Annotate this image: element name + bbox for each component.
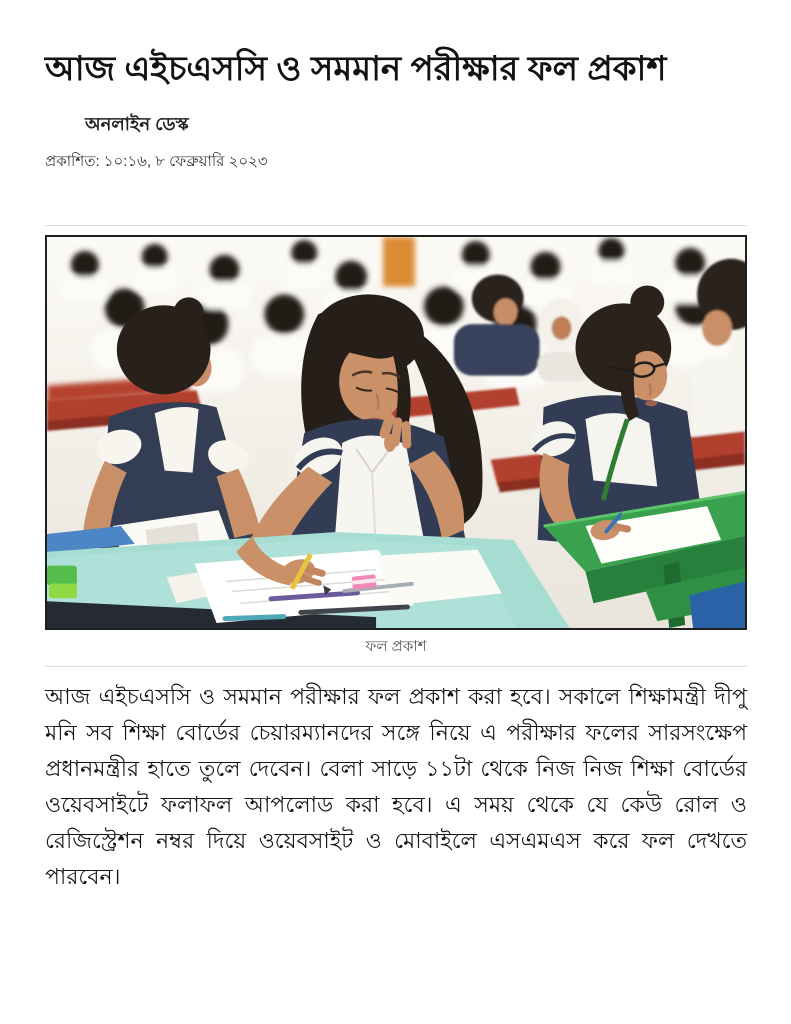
bottom-divider: [45, 666, 747, 667]
classroom-door: [383, 237, 415, 286]
article-body: আজ এইচএসসি ও সমমান পরীক্ষার ফল প্রকাশ করা হবে। সকালে শিক্ষামন্ত্রী দীপু মনি সব শিক্ষা বোর্ডের চেয়ারম্যানদের সঙ্গে নিয়ে এ পরীক্ষার ফলের সারসংক্ষেপ প্রধানমন্ত্রীর হাতে তুলে দেবেন। বেলা সাড়ে ১১টা থেকে নিজ নিজ শিক্ষা বোর্ডের ওয়েবসাইটে ফলাফল আপলোড করা হবে। এ সময় থেকে যে কেউ রোল ও রেজিস্ট্রেশন নম্বর দিয়ে ওয়েবসাইট ও মোবাইলে এসএমএস করে ফল দেখতে পারবেন।: [45, 683, 747, 889]
article-headline: আজ এইচএসসি ও সমমান পরীক্ষার ফল প্রকাশ: [45, 50, 667, 88]
pink-eraser: [352, 574, 377, 589]
top-divider: [45, 225, 747, 226]
article-byline: অনলাইন ডেস্ক: [85, 113, 189, 134]
exam-desk: [47, 526, 570, 628]
pencil-case: [47, 565, 77, 585]
photo-caption: ফল প্রকাশ: [365, 637, 427, 655]
classroom-illustration: [45, 235, 747, 630]
published-timestamp: প্রকাশিত: ১০:১৬, ৮ ফেব্রুয়ারি ২০২৩: [45, 152, 268, 170]
article-photo: [45, 235, 747, 660]
